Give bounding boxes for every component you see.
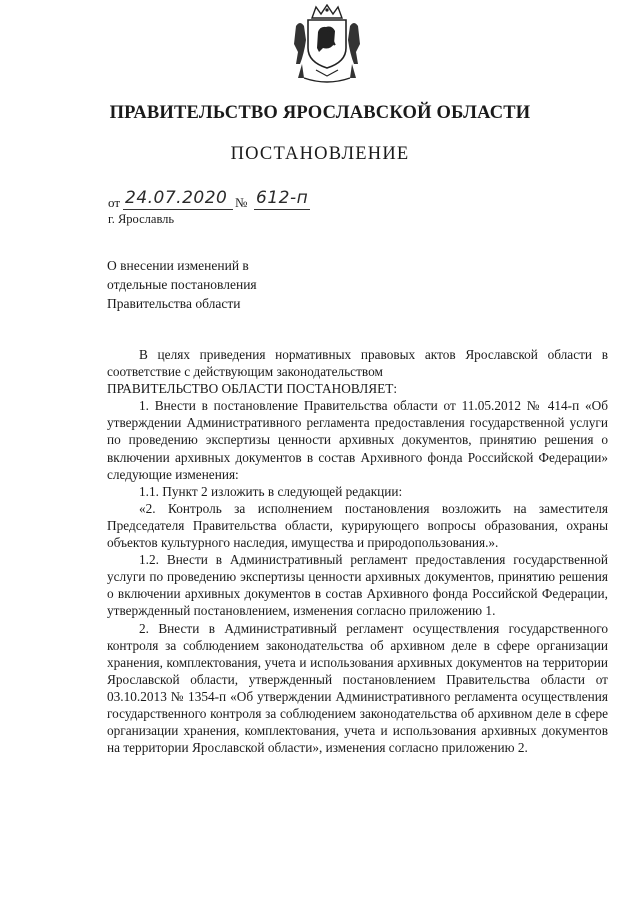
subject-line: отдельные постановления [107, 277, 257, 292]
city-line: г. Ярославль [108, 212, 175, 226]
government-title: ПРАВИТЕЛЬСТВО ЯРОСЛАВСКОЙ ОБЛАСТИ [109, 103, 531, 123]
item-1-paragraph: 1. Внести в постановление Правительства области от 11.05.2012 № 414-п «Об утверждении Административного регламента предоставления государственной услуги по проведению экспертизы ценности архивных документов, принятию решения о включении архивных документов в состав Архивного фонда Российской Федерации» следующие изменения: [107, 398, 608, 482]
subject-line: О внесении изменений в [107, 258, 249, 273]
date-number-line [108, 188, 348, 214]
date-prefix: от [108, 195, 121, 210]
item-1-1-paragraph: 1.1. Пункт 2 изложить в следующей редакции: [139, 483, 403, 499]
item-1-2-paragraph: 1.2. Внести в Административный регламент предоставления государственной услуги по проведению экспертизы ценности архивных документов, принятию решения о включении архивных документов в состав Архивного фонда Российской Федерации, утвержденный постановлением, изменения согласно приложению 1. [107, 552, 608, 619]
subject-block [107, 256, 257, 313]
handwritten-date: 24.07.2020 [125, 188, 228, 208]
number-sign: № [235, 195, 248, 210]
document-body [107, 346, 608, 756]
number-underline [254, 209, 310, 210]
item-1-1-quote: «2. Контроль за исполнением постановления возложить на заместителя Председателя Правительства области, курирующего вопросы образования, охраны объектов культурного наследия, имущества и природопользования.». [107, 500, 608, 551]
handwritten-number: 612-п [256, 188, 309, 208]
decree-title: ПОСТАНОВЛЕНИЕ [230, 144, 410, 164]
item-2-paragraph: 2. Внести в Административный регламент осуществления государственного контроля за соблюдением законодательства об архивном деле в сфере организации хранения, комплектования, учета и использования архивных документов на территории Ярославской области, утвержденный постановлением Правительства области от 03.10.2013 № 1354-п «Об утверждении Административного регламента осуществления государственного контроля за соблюдением законодательства об архивном деле в сфере организации хранения, комплектования, учета и использования архивных документов на территории Ярославской области», изменения согласно приложению 2. [107, 620, 608, 756]
date-underline [123, 209, 233, 210]
coat-of-arms-icon [290, 4, 364, 86]
preamble-paragraph: В целях приведения нормативных правовых актов Ярославской области в соответствие с действующим законодательством [107, 347, 608, 380]
resolves-line: ПРАВИТЕЛЬСТВО ОБЛАСТИ ПОСТАНОВЛЯЕТ: [107, 381, 398, 397]
subject-line: Правительства области [107, 296, 241, 311]
